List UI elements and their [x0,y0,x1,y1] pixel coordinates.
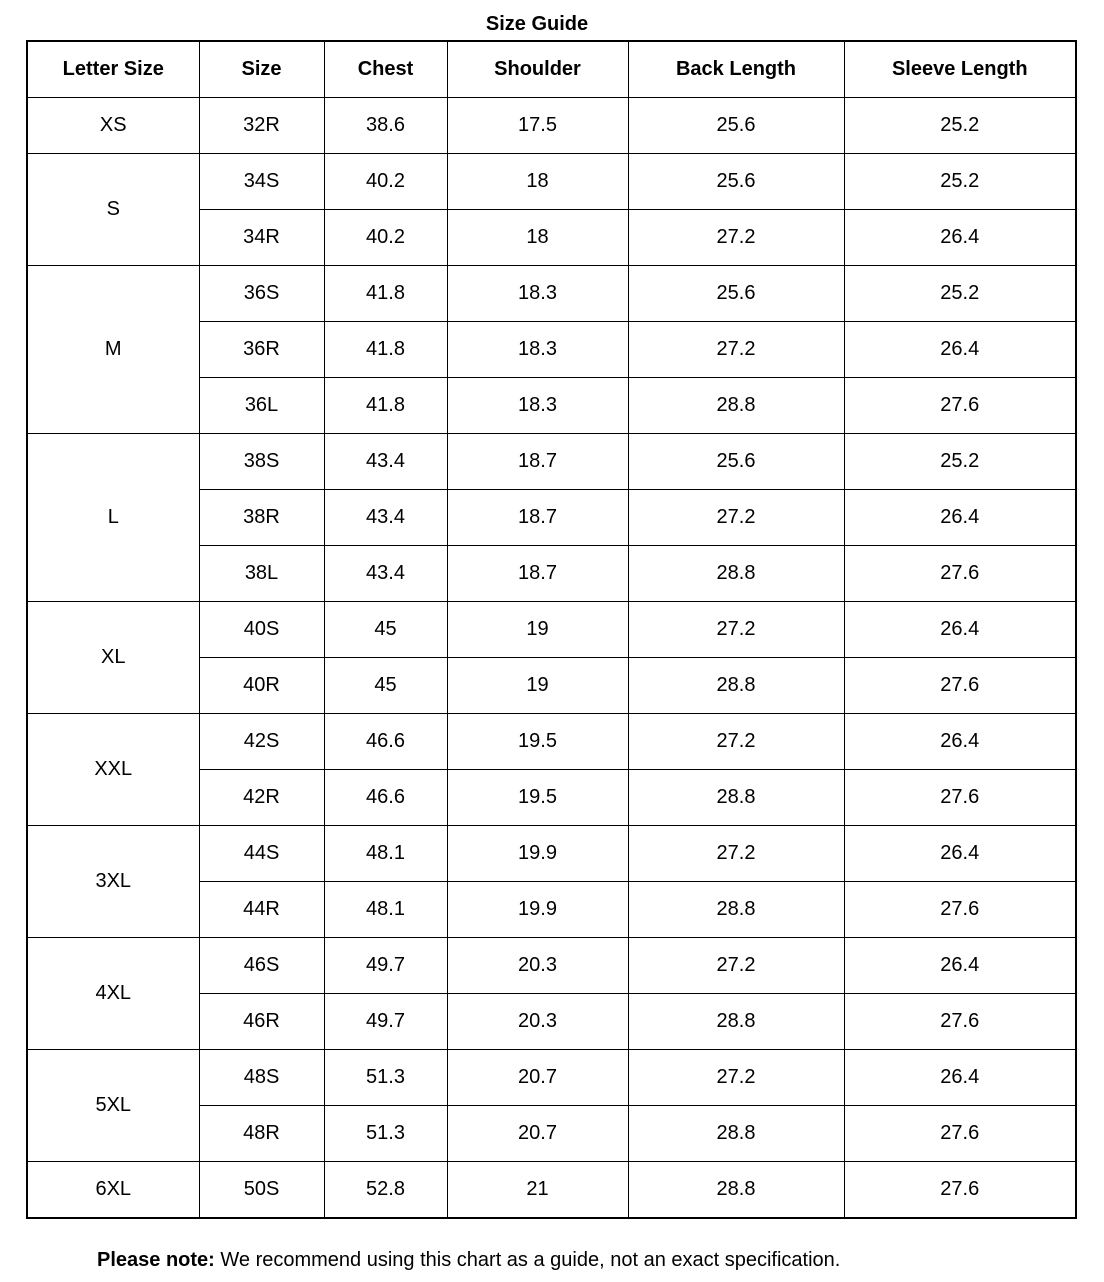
sleeve-length-cell: 26.4 [844,490,1076,546]
shoulder-cell: 20.3 [447,994,628,1050]
back-length-cell: 25.6 [628,434,844,490]
sleeve-length-cell: 26.4 [844,714,1076,770]
chest-cell: 45 [324,602,447,658]
size-cell: 38S [199,434,324,490]
back-length-cell: 28.8 [628,378,844,434]
shoulder-cell: 19.9 [447,882,628,938]
sleeve-length-cell: 26.4 [844,210,1076,266]
sleeve-length-cell: 27.6 [844,378,1076,434]
column-header-chest: Chest [324,41,447,98]
sleeve-length-cell: 27.6 [844,882,1076,938]
size-cell: 42S [199,714,324,770]
chest-cell: 52.8 [324,1162,447,1219]
column-header-size: Size [199,41,324,98]
table-row [27,602,1076,658]
sleeve-length-cell: 27.6 [844,770,1076,826]
table-row [27,154,1076,210]
size-cell: 38L [199,546,324,602]
size-cell: 44R [199,882,324,938]
letter-size-cell: S [27,154,199,266]
shoulder-cell: 17.5 [447,98,628,154]
letter-size-cell: 5XL [27,1050,199,1162]
size-cell: 40S [199,602,324,658]
table-row [27,266,1076,322]
footnote [97,1247,840,1273]
chest-cell: 38.6 [324,98,447,154]
back-length-cell: 28.8 [628,882,844,938]
page-title: Size Guide [485,13,589,35]
back-length-cell: 27.2 [628,602,844,658]
size-cell: 44S [199,826,324,882]
letter-size-cell: XL [27,602,199,714]
sleeve-length-cell: 26.4 [844,1050,1076,1106]
column-header-shoulder: Shoulder [447,41,628,98]
letter-size-cell: 4XL [27,938,199,1050]
table-row [27,1162,1076,1219]
sleeve-length-cell: 25.2 [844,154,1076,210]
shoulder-cell: 18.3 [447,322,628,378]
letter-size-cell: M [27,266,199,434]
back-length-cell: 28.8 [628,1106,844,1162]
sleeve-length-cell: 27.6 [844,1162,1076,1219]
size-cell: 42R [199,770,324,826]
size-cell: 36R [199,322,324,378]
shoulder-cell: 19.5 [447,770,628,826]
size-guide-table [26,40,1077,1219]
size-cell: 36L [199,378,324,434]
back-length-cell: 27.2 [628,210,844,266]
table-row [27,434,1076,490]
back-length-cell: 28.8 [628,658,844,714]
back-length-cell: 25.6 [628,154,844,210]
shoulder-cell: 20.7 [447,1050,628,1106]
chest-cell: 40.2 [324,210,447,266]
shoulder-cell: 19 [447,658,628,714]
chest-cell: 49.7 [324,994,447,1050]
column-header-back-length: Back Length [628,41,844,98]
back-length-cell: 27.2 [628,490,844,546]
size-cell: 40R [199,658,324,714]
table-row [27,714,1076,770]
shoulder-cell: 18 [447,210,628,266]
table-row [27,1050,1076,1106]
size-cell: 50S [199,1162,324,1219]
chest-cell: 43.4 [324,546,447,602]
size-cell: 34S [199,154,324,210]
shoulder-cell: 18 [447,154,628,210]
size-cell: 32R [199,98,324,154]
back-length-cell: 25.6 [628,98,844,154]
table-row [27,826,1076,882]
table-row [27,98,1076,154]
back-length-cell: 28.8 [628,994,844,1050]
back-length-cell: 27.2 [628,826,844,882]
sleeve-length-cell: 25.2 [844,98,1076,154]
shoulder-cell: 20.7 [447,1106,628,1162]
letter-size-cell: XS [27,98,199,154]
sleeve-length-cell: 27.6 [844,658,1076,714]
chest-cell: 43.4 [324,490,447,546]
sleeve-length-cell: 25.2 [844,434,1076,490]
chest-cell: 51.3 [324,1106,447,1162]
shoulder-cell: 18.3 [447,378,628,434]
letter-size-cell: 6XL [27,1162,199,1219]
chest-cell: 51.3 [324,1050,447,1106]
shoulder-cell: 18.7 [447,546,628,602]
footnote-text: We recommend using this chart as a guide, not an exact specification. [214,1249,841,1271]
shoulder-cell: 18.3 [447,266,628,322]
shoulder-cell: 18.7 [447,490,628,546]
chest-cell: 49.7 [324,938,447,994]
sleeve-length-cell: 25.2 [844,266,1076,322]
column-header-letter-size: Letter Size [27,41,199,98]
size-cell: 36S [199,266,324,322]
back-length-cell: 28.8 [628,770,844,826]
size-cell: 48R [199,1106,324,1162]
shoulder-cell: 19.9 [447,826,628,882]
shoulder-cell: 20.3 [447,938,628,994]
sleeve-length-cell: 26.4 [844,826,1076,882]
header-row [27,41,1076,98]
column-header-sleeve-length: Sleeve Length [844,41,1076,98]
sleeve-length-cell: 27.6 [844,1106,1076,1162]
back-length-cell: 27.2 [628,938,844,994]
chest-cell: 48.1 [324,882,447,938]
shoulder-cell: 21 [447,1162,628,1219]
back-length-cell: 28.8 [628,546,844,602]
size-cell: 46S [199,938,324,994]
chest-cell: 41.8 [324,266,447,322]
shoulder-cell: 19.5 [447,714,628,770]
chest-cell: 40.2 [324,154,447,210]
back-length-cell: 27.2 [628,322,844,378]
letter-size-cell: L [27,434,199,602]
chest-cell: 46.6 [324,714,447,770]
chest-cell: 46.6 [324,770,447,826]
size-cell: 38R [199,490,324,546]
chest-cell: 45 [324,658,447,714]
sleeve-length-cell: 27.6 [844,546,1076,602]
back-length-cell: 25.6 [628,266,844,322]
back-length-cell: 28.8 [628,1162,844,1219]
sleeve-length-cell: 26.4 [844,938,1076,994]
size-cell: 34R [199,210,324,266]
letter-size-cell: 3XL [27,826,199,938]
chest-cell: 41.8 [324,322,447,378]
chest-cell: 43.4 [324,434,447,490]
size-cell: 48S [199,1050,324,1106]
size-cell: 46R [199,994,324,1050]
table-body [27,98,1076,1219]
sleeve-length-cell: 26.4 [844,322,1076,378]
chest-cell: 41.8 [324,378,447,434]
footnote-label: Please note: [97,1249,215,1271]
shoulder-cell: 19 [447,602,628,658]
letter-size-cell: XXL [27,714,199,826]
back-length-cell: 27.2 [628,1050,844,1106]
shoulder-cell: 18.7 [447,434,628,490]
table-row [27,938,1076,994]
chest-cell: 48.1 [324,826,447,882]
sleeve-length-cell: 26.4 [844,602,1076,658]
back-length-cell: 27.2 [628,714,844,770]
sleeve-length-cell: 27.6 [844,994,1076,1050]
